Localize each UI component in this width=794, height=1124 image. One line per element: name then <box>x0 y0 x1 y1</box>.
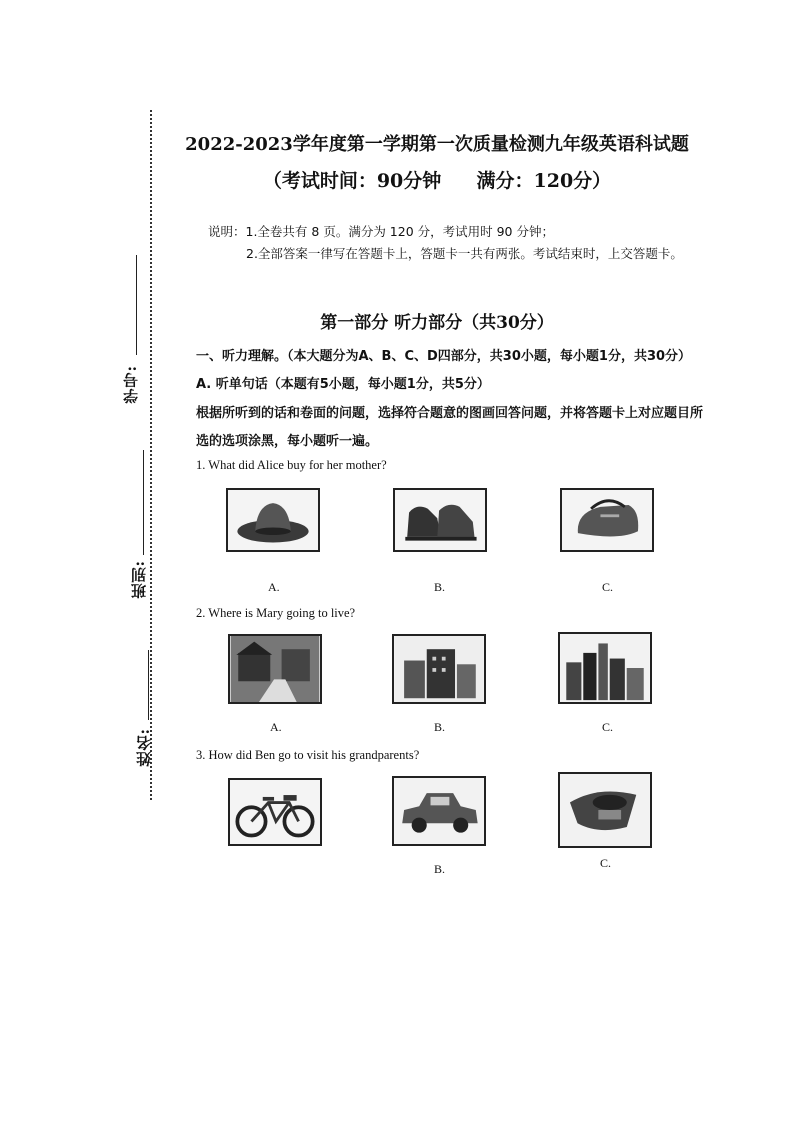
option-1a: A. <box>268 580 280 594</box>
bicycle-icon <box>228 778 322 846</box>
question-2: 2. Where is Mary going to live? <box>196 606 356 620</box>
instruction-line-1: 说明：1.全卷共有 8 页。满分为 120 分，考试用时 90 分钟； <box>208 224 554 239</box>
exam-title: 2022-2023学年度第一学期第一次质量检测九年级英语科试题 <box>185 134 689 155</box>
village-house-icon <box>228 634 322 704</box>
part1-title: 第一部分 听力部分（共30分） <box>320 313 554 333</box>
question-1: 1. What did Alice buy for her mother? <box>196 458 387 472</box>
option-1b: B. <box>434 580 446 594</box>
name-label: 姓名: <box>135 728 153 767</box>
option-1c: C. <box>602 580 614 594</box>
shoes-icon <box>393 488 487 552</box>
subsection-a: A. 听单句话（本题有5小题，每小题1分，共5分） <box>196 377 490 392</box>
exam-subtitle <box>40 166 794 193</box>
class-blank <box>143 450 144 555</box>
student-id-blank <box>136 255 137 355</box>
option-2b: B. <box>434 720 446 734</box>
option-3b: B. <box>434 862 446 876</box>
directions-line-2: 选的选项涂黑，每小题听一遍。 <box>196 434 379 449</box>
bag-icon <box>560 488 654 552</box>
directions-line-1: 根据所听到的话和卷面的问题，选择符合题意的图画回答问题，并将答题卡上对应题目所 <box>196 406 704 421</box>
car-icon <box>392 776 486 846</box>
name-blank <box>148 650 149 720</box>
option-3c: C. <box>600 856 612 870</box>
section-listening: 一、听力理解。（本大题分为A、B、C、D四部分，共30小题，每小题1分，共30分） <box>196 349 692 364</box>
exam-time: （考试时间：90分钟 <box>262 170 442 192</box>
skyscraper-icon <box>558 632 652 704</box>
student-id-label: 学号: <box>122 365 140 404</box>
boat-icon <box>558 772 652 848</box>
instruction-line-2: 2.全部答案一律写在答题卡上，答题卡一共有两张。考试结束时，上交答题卡。 <box>246 246 683 261</box>
exam-score: 满分：120分） <box>476 170 612 192</box>
option-2a: A. <box>270 720 282 734</box>
binding-dotted-line <box>150 110 152 800</box>
option-2c: C. <box>602 720 614 734</box>
city-building-icon <box>392 634 486 704</box>
question-3: 3. How did Ben go to visit his grandparents? <box>196 748 420 762</box>
hat-icon <box>226 488 320 552</box>
class-label: 班别: <box>130 560 148 599</box>
